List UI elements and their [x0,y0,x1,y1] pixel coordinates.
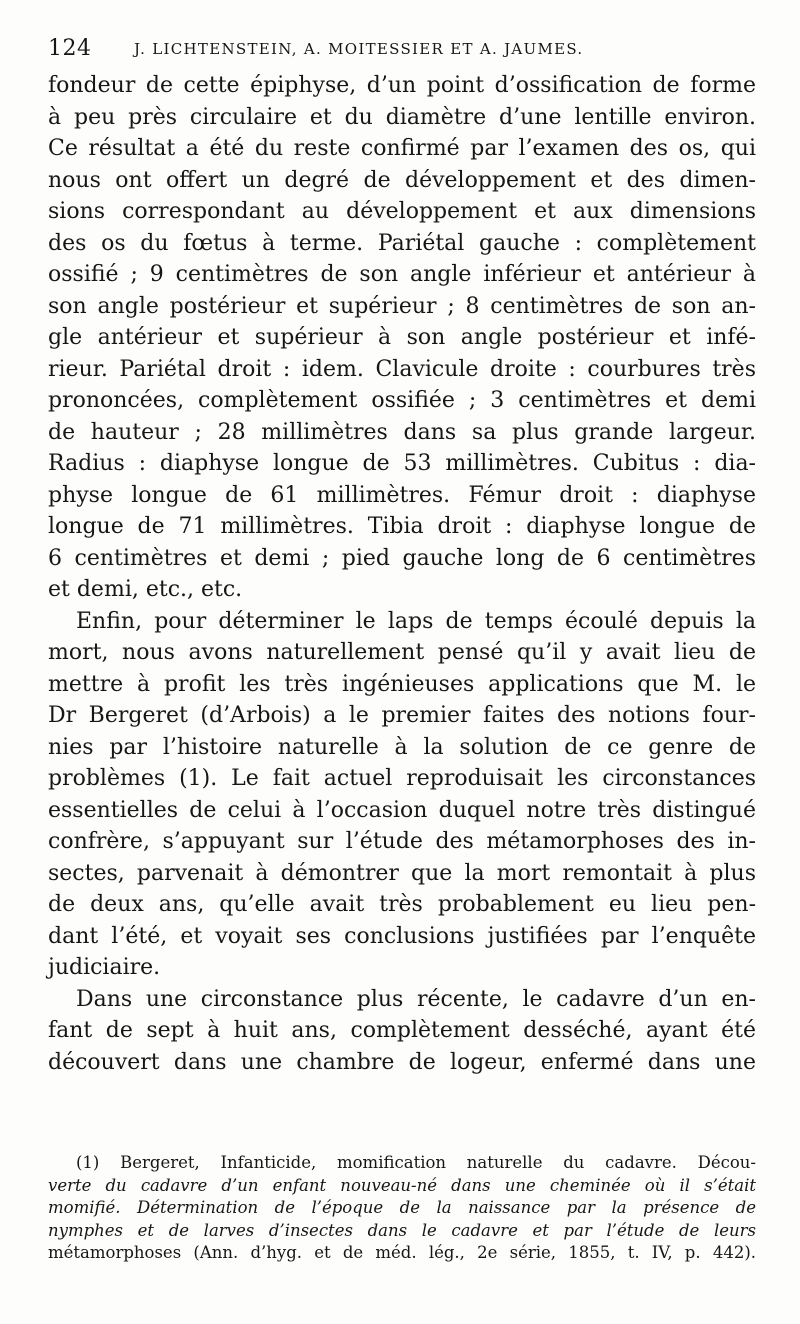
body-line: Ce résultat a été du reste confirmé par l’examen des os, qui [48,136,756,161]
body-line: dant l’été, et voyait ses conclusions justifiées par l’enquête [48,923,756,949]
body-line: à peu près circulaire et du diamètre d’une lentille environ. [48,104,756,130]
body-line: Enfin, pour déterminer le laps de temps écoulé depuis la [76,608,756,634]
body-line: problèmes (1). Le fait actuel reproduisait les circonstances [48,766,756,791]
body-line: nous ont offert un degré de développement et des dimen- [48,167,756,193]
body-line: Radius : diaphyse longue de 53 millimètres. Cubitus : dia- [48,451,756,476]
body-line: et demi, etc., etc. [48,577,243,602]
running-title: J. LICHTENSTEIN, A. MOITESSIER ET A. JAUMES. [134,40,584,58]
body-line: rieur. Pariétal droit : idem. Clavicule droite : courbures très [48,356,756,382]
footnote-line: nymphes et de larves d’insectes dans le cadavre et par l’étude de leurs [48,1220,756,1240]
body-line: gle antérieur et supérieur à son angle postérieur et infé- [48,325,756,350]
running-header [48,36,758,64]
footnote-line: momifié. Détermination de l’époque de la naissance par la présence de [48,1198,756,1217]
body-line: prononcées, complètement ossifiée ; 3 centimètres et demi [48,388,756,413]
body-line: mort, nous avons naturellement pensé qu’il y avait lieu de [48,640,756,665]
body-line: fondeur de cette épiphyse, d’un point d’ossification de forme [48,73,756,98]
body-line: de deux ans, qu’elle avait très probablement eu lieu pen- [48,892,756,917]
body-line: confrère, s’appuyant sur l’étude des métamorphoses des in- [48,829,756,854]
body-line: mettre à profit les très ingénieuses applications que M. le [48,671,756,697]
body-line: longue de 71 millimètres. Tibia droit : diaphyse longue de [48,514,756,539]
body-line: son angle postérieur et supérieur ; 8 centimètres de son an- [48,293,756,319]
body-line: 6 centimètres et demi ; pied gauche long de 6 centimètres [48,545,756,571]
footnote-line: métamorphoses (Ann. d’hyg. et de méd. lég., 2e série, 1855, t. IV, p. 442). [48,1243,756,1262]
footnote [48,1152,756,1265]
body-line: découvert dans une chambre de logeur, enfermé dans une [48,1049,756,1075]
body-line: ossifié ; 9 centimètres de son angle inférieur et antérieur à [48,262,756,287]
body-line: fant de sept à huit ans, complètement desséché, ayant été [48,1018,756,1043]
body-line: nies par l’histoire naturelle à la solution de ce genre de [48,734,756,760]
body-text [48,70,756,1078]
body-line: sectes, parvenait à démontrer que la mort remontait à plus [48,860,756,886]
body-line: essentielles de celui à l’occasion duquel notre très distingué [48,797,756,823]
body-line: sions correspondant au développement et aux dimensions [48,199,756,224]
footnote-line: (1) Bergeret, Infanticide, momification naturelle du cadavre. Décou- [76,1153,756,1172]
body-line: Dr Bergeret (d’Arbois) a le premier faites des notions four- [48,703,756,728]
body-line: physe longue de 61 millimètres. Fémur droit : diaphyse [48,482,756,508]
body-line: judiciaire. [48,955,161,980]
footnote-line: verte du cadavre d’un enfant nouveau-né dans une cheminée où il s’était [48,1175,756,1195]
body-line: Dans une circonstance plus récente, le cadavre d’un en- [76,986,756,1012]
body-line: de hauteur ; 28 millimètres dans sa plus grande largeur. [48,419,756,445]
body-line: des os du fœtus à terme. Pariétal gauche : complètement [48,230,756,256]
page-number: 124 [48,36,92,61]
